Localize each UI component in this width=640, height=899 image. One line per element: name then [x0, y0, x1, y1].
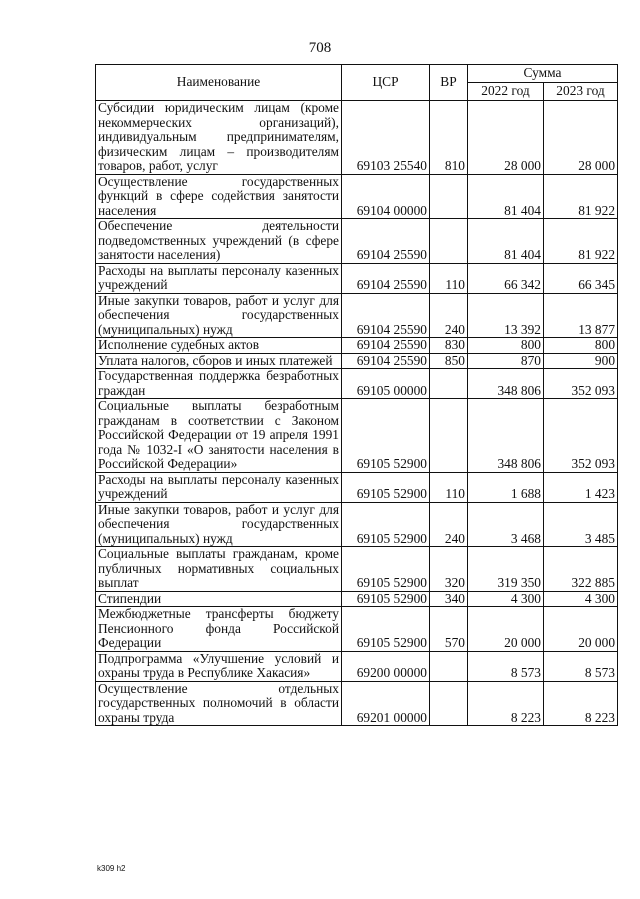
row-name: Государственная поддержка безработных граждан	[96, 369, 342, 399]
table-row	[96, 263, 618, 293]
row-value-2022: 81 404	[468, 219, 544, 264]
row-value-2022: 81 404	[468, 174, 544, 219]
row-code: 69104 25590	[342, 219, 430, 264]
row-value-2023: 8 573	[544, 651, 618, 681]
row-value-2022: 8 573	[468, 651, 544, 681]
row-value-2022: 8 223	[468, 681, 544, 726]
row-vr	[430, 219, 468, 264]
row-code: 69201 00000	[342, 681, 430, 726]
row-code: 69200 00000	[342, 651, 430, 681]
row-vr	[430, 399, 468, 473]
footer-code: k309 h2	[97, 864, 126, 873]
row-value-2023: 322 885	[544, 547, 618, 592]
page-number: 708	[308, 40, 332, 56]
row-vr	[430, 174, 468, 219]
row-code: 69105 52900	[342, 547, 430, 592]
row-vr: 850	[430, 353, 468, 369]
budget-table	[95, 64, 618, 726]
row-vr: 340	[430, 591, 468, 607]
row-value-2023: 352 093	[544, 369, 618, 399]
row-value-2022: 800	[468, 338, 544, 354]
row-value-2022: 20 000	[468, 607, 544, 652]
row-name: Расходы на выплаты персоналу казенных учреждений	[96, 472, 342, 502]
row-name: Осуществление государственных функций в сфере содействия занятости населения	[96, 174, 342, 219]
row-name: Осуществление отдельных государственных полномочий в области охраны труда	[96, 681, 342, 726]
row-value-2022: 1 688	[468, 472, 544, 502]
header-year-2023: 2023 год	[544, 83, 618, 101]
row-value-2022: 66 342	[468, 263, 544, 293]
row-vr: 240	[430, 502, 468, 547]
table-row	[96, 174, 618, 219]
row-value-2023: 28 000	[544, 101, 618, 175]
row-name: Социальные выплаты гражданам, кроме публичных нормативных социальных выплат	[96, 547, 342, 592]
table-row	[96, 369, 618, 399]
row-code: 69105 52900	[342, 591, 430, 607]
table-row	[96, 681, 618, 726]
row-name: Межбюджетные трансферты бюджету Пенсионного фонда Российской Федерации	[96, 607, 342, 652]
row-value-2023: 3 485	[544, 502, 618, 547]
header-sum: Сумма	[468, 65, 618, 83]
row-vr: 110	[430, 472, 468, 502]
row-value-2023: 800	[544, 338, 618, 354]
row-vr: 570	[430, 607, 468, 652]
header-vr: ВР	[430, 65, 468, 101]
row-value-2023: 20 000	[544, 607, 618, 652]
row-code: 69105 52900	[342, 399, 430, 473]
row-vr: 110	[430, 263, 468, 293]
row-name: Исполнение судебных актов	[96, 338, 342, 354]
row-code: 69105 52900	[342, 607, 430, 652]
table-row	[96, 293, 618, 338]
table-row	[96, 353, 618, 369]
row-value-2022: 348 806	[468, 369, 544, 399]
table-row	[96, 338, 618, 354]
row-vr: 810	[430, 101, 468, 175]
row-vr: 830	[430, 338, 468, 354]
row-value-2022: 13 392	[468, 293, 544, 338]
row-code: 69104 00000	[342, 174, 430, 219]
table-row	[96, 607, 618, 652]
table-header	[96, 65, 618, 101]
row-name: Расходы на выплаты персоналу казенных учреждений	[96, 263, 342, 293]
table-body	[96, 101, 618, 726]
row-code: 69103 25540	[342, 101, 430, 175]
row-vr: 240	[430, 293, 468, 338]
table-row	[96, 219, 618, 264]
row-value-2023: 900	[544, 353, 618, 369]
row-name: Социальные выплаты безработным гражданам в соответствии с Законом Российской Федерации от 19 апреля 1991 года № 1032-I «О занятости населения в Российской Федерации»	[96, 399, 342, 473]
table-row	[96, 591, 618, 607]
row-name: Иные закупки товаров, работ и услуг для обеспечения государственных (муниципальных) нужд	[96, 502, 342, 547]
row-value-2023: 66 345	[544, 263, 618, 293]
table-row	[96, 101, 618, 175]
row-code: 69105 52900	[342, 472, 430, 502]
row-name: Иные закупки товаров, работ и услуг для обеспечения государственных (муниципальных) нужд	[96, 293, 342, 338]
row-value-2022: 28 000	[468, 101, 544, 175]
row-code: 69105 00000	[342, 369, 430, 399]
table-row	[96, 651, 618, 681]
table-row	[96, 472, 618, 502]
row-value-2023: 8 223	[544, 681, 618, 726]
row-value-2023: 13 877	[544, 293, 618, 338]
row-name: Субсидии юридическим лицам (кроме некоммерческих организаций), индивидуальным предпринимателям, физическим лицам – производителям товаров, работ, услуг	[96, 101, 342, 175]
row-name: Уплата налогов, сборов и иных платежей	[96, 353, 342, 369]
row-code: 69105 52900	[342, 502, 430, 547]
row-value-2023: 81 922	[544, 219, 618, 264]
row-value-2022: 319 350	[468, 547, 544, 592]
row-name: Подпрограмма «Улучшение условий и охраны труда в Республике Хакасия»	[96, 651, 342, 681]
row-name: Стипендии	[96, 591, 342, 607]
header-code: ЦСР	[342, 65, 430, 101]
row-value-2023: 4 300	[544, 591, 618, 607]
row-value-2023: 1 423	[544, 472, 618, 502]
row-value-2022: 3 468	[468, 502, 544, 547]
row-code: 69104 25590	[342, 293, 430, 338]
row-name: Обеспечение деятельности подведомственных учреждений (в сфере занятости населения)	[96, 219, 342, 264]
row-code: 69104 25590	[342, 353, 430, 369]
row-vr	[430, 369, 468, 399]
table-row	[96, 399, 618, 473]
row-code: 69104 25590	[342, 263, 430, 293]
row-value-2022: 870	[468, 353, 544, 369]
row-value-2023: 352 093	[544, 399, 618, 473]
header-name: Наименование	[96, 65, 342, 101]
row-vr	[430, 681, 468, 726]
row-code: 69104 25590	[342, 338, 430, 354]
header-year-2022: 2022 год	[468, 83, 544, 101]
table-row	[96, 547, 618, 592]
row-value-2022: 348 806	[468, 399, 544, 473]
row-vr: 320	[430, 547, 468, 592]
table-row	[96, 502, 618, 547]
row-value-2022: 4 300	[468, 591, 544, 607]
row-value-2023: 81 922	[544, 174, 618, 219]
row-vr	[430, 651, 468, 681]
